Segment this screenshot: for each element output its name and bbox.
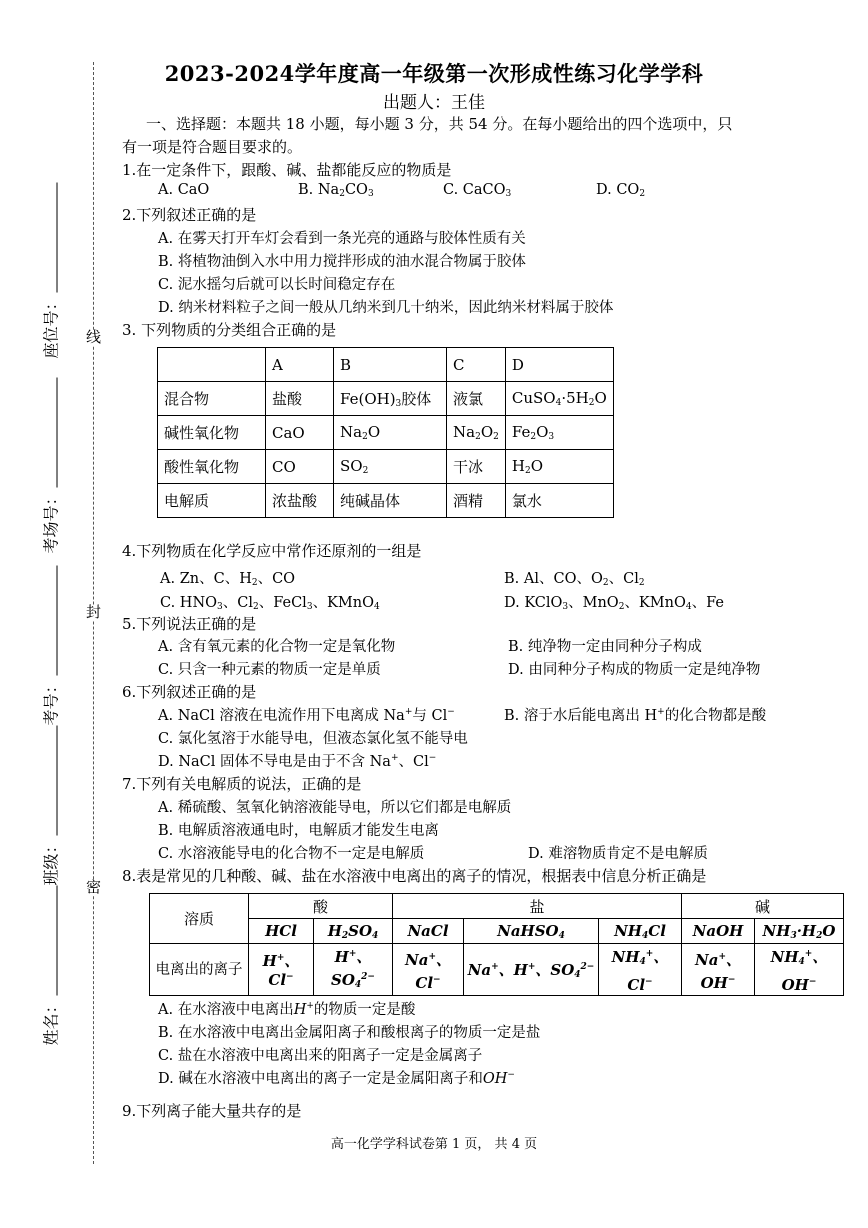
binding-mark-xian: 线 [86,328,102,346]
table-header-cell: NaHSO$_4$ [464,919,599,944]
table-row [150,944,844,996]
base-group-header: 碱 [682,894,844,919]
q8-option-c[interactable]: C. 盐在水溶液中电离出来的阳离子一定是金属离子 [158,1048,483,1064]
table-row [158,382,614,416]
q4-option-d[interactable]: D. KClO$_3$、MnO$_2$、KMnO$_4$、Fe [504,595,724,612]
table-row [150,919,844,944]
q2-option-b[interactable]: B. 将植物油倒入水中用力搅拌形成的油水混合物属于胶体 [158,254,526,270]
table-cell: $NH_4^+$、 OH− [755,944,844,996]
table-header-cell: D [505,348,613,382]
q7-option-c[interactable]: C. 水溶液能导电的化合物不一定是电解质 [158,846,425,862]
table-header-cell: $NH_3\cdot H_2O$ [755,919,844,944]
row-label: 碱性氧化物 [158,416,266,450]
q5-option-b[interactable]: B. 纯净物一定由同种分子构成 [508,639,702,655]
name-field[interactable] [20,860,80,1070]
q5-option-c[interactable]: C. 只含一种元素的物质一定是单质 [158,662,381,678]
acid-group-header: 酸 [249,894,393,919]
q5-stem: 5.下列说法正确的是 [122,615,257,633]
q2-option-a[interactable]: A. 在雾天打开车灯会看到一条光亮的通路与胶体性质有关 [158,231,526,247]
table-row [150,894,844,919]
q6-option-d[interactable]: D. NaCl 固体不导电是由于不含 Na+、Cl− [158,753,437,770]
name-label: 姓名： [41,996,61,1046]
row-label: 混合物 [158,382,266,416]
q2-option-d[interactable]: D. 纳米材料粒子之间一般从几纳米到几十纳米，因此纳米材料属于胶体 [158,300,614,316]
table-header-cell: NaOH [682,919,755,944]
table-cell: Na+、 OH− [682,944,755,996]
q6-option-b[interactable]: B. 溶于水后能电离出 H+的化合物都是酸 [504,707,767,724]
q8-option-a[interactable]: A. 在水溶液中电离出H+的物质一定是酸 [158,1001,416,1018]
table-header-cell [158,348,266,382]
table-cell: $Na_2O$ [334,416,447,450]
table-header-row [158,348,614,382]
table-header-cell: HCl [249,919,314,944]
table-cell: 盐酸 [266,382,334,416]
table-cell: 氯水 [505,484,613,518]
table-cell: 酒精 [447,484,506,518]
table-cell: $NH_4^+$、 Cl− [599,944,682,996]
binding-mark-mi: 密 [86,878,102,896]
seat-number-label: 座位号： [41,293,61,359]
q9-stem: 9.下列离子能大量共存的是 [122,1102,302,1120]
table-row [158,484,614,518]
q6-stem: 6.下列叙述正确的是 [122,683,257,701]
table-header-cell: A [266,348,334,382]
section-intro-line1: 一、选择题：本题共 18 小题，每小题 3 分，共 54 分。在每小题给出的四个选项中，只 [146,115,733,133]
q2-stem: 2.下列叙述正确的是 [122,206,257,224]
table-cell: $H_2O$ [505,450,613,484]
q1-option-b[interactable]: B. $Na_2CO_3$ [298,182,374,199]
q7-option-b[interactable]: B. 电解质溶液通电时，电解质才能发生电离 [158,823,439,839]
row-label: 电解质 [158,484,266,518]
q1-option-c[interactable]: C. CaCO$_3$ [443,182,512,199]
q4-option-a[interactable]: A. Zn、C、$H_2$、CO [160,571,296,588]
table-row [158,450,614,484]
table-header-cell: B [334,348,447,382]
q5-option-a[interactable]: A. 含有氧元素的化合物一定是氧化物 [158,639,396,655]
q1-option-a[interactable]: A. CaO [158,182,210,198]
exam-room-label: 考场号： [41,488,61,554]
q3-stem: 3. 下列物质的分类组合正确的是 [122,321,337,339]
row-label: 酸性氧化物 [158,450,266,484]
table-header-cell: NaCl [393,919,464,944]
table-cell: 浓盐酸 [266,484,334,518]
table-cell: Na+、H+、$SO_4^{2-}$ [464,944,599,996]
table-cell: $Fe(OH)_3$胶体 [334,382,447,416]
section-intro-line2: 有一项是符合题目要求的。 [122,138,303,156]
q8-option-b[interactable]: B. 在水溶液中电离出金属阳离子和酸根离子的物质一定是盐 [158,1025,541,1041]
q4-option-c[interactable]: C. $HNO_3$、$Cl_2$、FeCl$_3$、KMnO$_4$ [160,595,380,612]
page-footer: 高一化学学科试卷第 1 页， 共 4 页 [330,1137,538,1152]
q1-stem: 1.在一定条件下，跟酸、碱、盐都能反应的物质是 [122,161,452,179]
table-cell: 纯碱晶体 [334,484,447,518]
table-cell: CaO [266,416,334,450]
table-header-cell: $NH_4Cl$ [599,919,682,944]
exam-number-label: 考号： [41,676,61,726]
table-cell: CO [266,450,334,484]
seat-number-field[interactable] [20,165,80,375]
table-cell: $Na_2O_2$ [447,416,506,450]
table-cell: $SO_2$ [334,450,447,484]
q7-option-d[interactable]: D. 难溶物质肯定不是电解质 [528,846,708,862]
q8-stem: 8.表是常见的几种酸、碱、盐在水溶液中电离出的离子的情况，根据表中信息分析正确是 [122,867,707,885]
q2-option-c[interactable]: C. 泥水摇匀后就可以长时间稳定存在 [158,277,396,293]
row-label: 电离出的离子 [150,944,249,996]
table-row [158,416,614,450]
salt-group-header: 盐 [393,894,682,919]
q1-option-d[interactable]: D. $CO_2$ [596,182,646,199]
table-cell: $CuSO_4\cdot 5H_2O$ [505,382,613,416]
table-cell: Na+、 Cl− [393,944,464,996]
q4-stem: 4.下列物质在化学反应中常作还原剂的一组是 [122,542,422,560]
q3-classification-table [157,347,614,518]
q8-option-d[interactable]: D. 碱在水溶液中电离出的离子一定是金属阳离子和OH− [158,1070,515,1087]
solute-header: 溶质 [150,894,249,944]
binding-mark-feng: 封 [86,603,102,621]
q4-option-b[interactable]: B. Al、CO、$O_2$、$Cl_2$ [504,571,645,588]
table-cell: 干冰 [447,450,506,484]
q7-option-a[interactable]: A. 稀硫酸、氢氧化钠溶液能导电，所以它们都是电解质 [158,800,512,816]
q5-option-d[interactable]: D. 由同种分子构成的物质一定是纯净物 [508,662,761,678]
table-cell: H+、Cl− [249,944,314,996]
table-cell: $Fe_2O_3$ [505,416,613,450]
exam-title: 2023-2024学年度高一年级第一次形成性练习化学学科 [164,61,704,86]
table-cell: 液氯 [447,382,506,416]
table-header-cell: $H_2SO_4$ [314,919,393,944]
table-header-cell: C [447,348,506,382]
class-label: 班级： [41,836,61,886]
q7-stem: 7.下列有关电解质的说法，正确的是 [122,775,362,793]
q8-ion-table [149,893,844,996]
table-cell: H+、 $SO_4^{2-}$ [314,944,393,996]
exam-author: 出题人：王佳 [383,93,485,113]
q6-option-c[interactable]: C. 氯化氢溶于水能导电，但液态氯化氢不能导电 [158,731,468,747]
q6-option-a[interactable]: A. NaCl 溶液在电流作用下电离成 Na+与 Cl− [158,707,455,724]
exam-room-field[interactable] [20,360,80,570]
